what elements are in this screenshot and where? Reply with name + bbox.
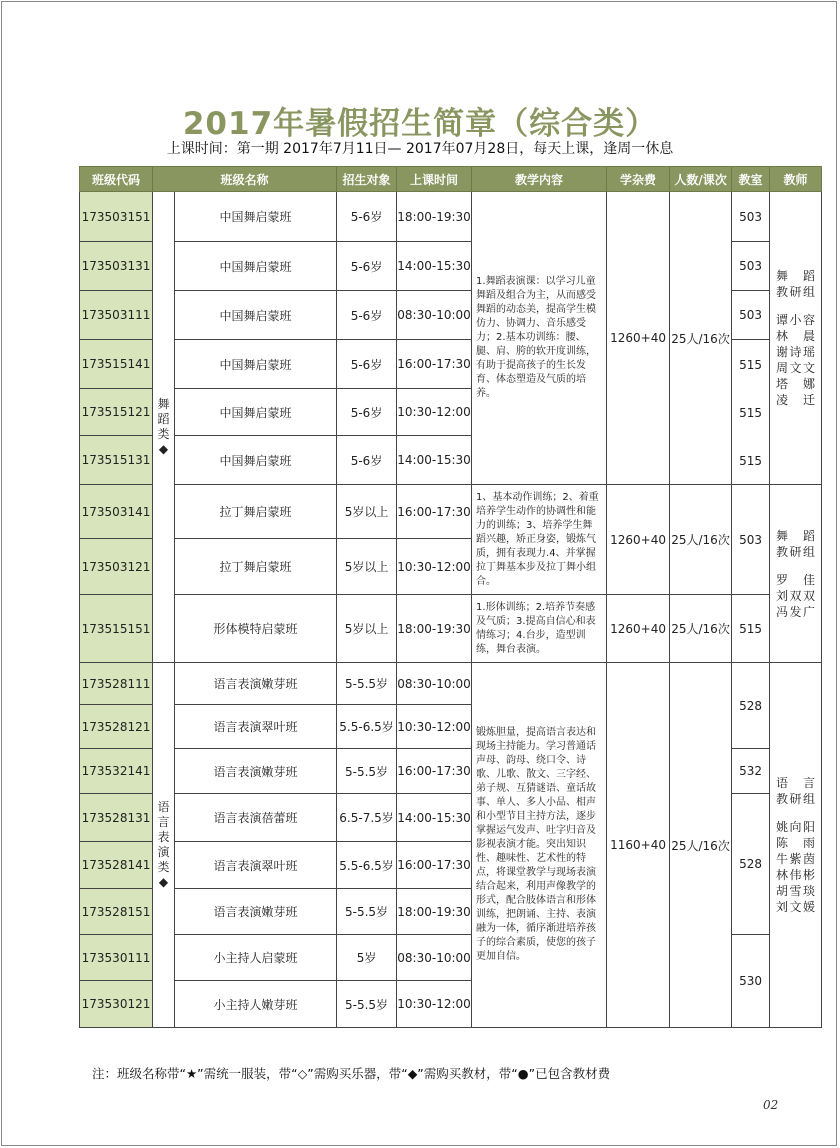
class-code: 173503111 [80, 291, 153, 340]
class-code: 173530111 [80, 935, 153, 981]
header-fee: 学杂费 [607, 167, 670, 192]
class-time: 08:30-10:00 [397, 935, 472, 981]
class-time: 10:30-12:00 [397, 705, 472, 749]
room: 515 515 515 [732, 340, 770, 485]
class-age: 5.5-6.5岁 [337, 842, 397, 889]
class-time: 10:30-12:00 [397, 389, 472, 436]
header-time: 上课时间 [397, 167, 472, 192]
class-name: 中国舞启蒙班 [175, 389, 337, 436]
class-name: 小主持人嫩芽班 [175, 981, 337, 1028]
room: 532 [732, 749, 770, 794]
class-time: 08:30-10:00 [397, 291, 472, 340]
header-content: 教学内容 [472, 167, 607, 192]
class-age: 5.5-6.5岁 [337, 705, 397, 749]
category-language: 语 言 表 演 类 ◆ [153, 663, 175, 1028]
count-chinese-dance: 25人/16次 [670, 192, 732, 485]
class-age: 5岁以上 [337, 539, 397, 595]
class-age: 5岁以上 [337, 485, 397, 539]
room: 530 [732, 935, 770, 1028]
class-code: 173530121 [80, 981, 153, 1028]
class-age: 5-6岁 [337, 242, 397, 291]
class-name: 小主持人启蒙班 [175, 935, 337, 981]
class-time: 14:00-15:30 [397, 794, 472, 842]
class-age: 5-5.5岁 [337, 889, 397, 935]
class-code: 173503131 [80, 242, 153, 291]
class-code: 173503151 [80, 192, 153, 242]
class-code: 173503121 [80, 539, 153, 595]
class-name: 形体模特启蒙班 [175, 595, 337, 663]
class-code: 173528151 [80, 889, 153, 935]
header-age: 招生对象 [337, 167, 397, 192]
class-age: 5岁 [337, 935, 397, 981]
class-name: 语言表演嫩芽班 [175, 889, 337, 935]
footnote: 注：班级名称带“★”需统一服装，带“◇”需购买乐器，带“◆”需购买教材，带“●”已包含教材费 [92, 1066, 611, 1081]
class-name: 语言表演翠叶班 [175, 705, 337, 749]
class-code: 173532141 [80, 749, 153, 794]
class-name: 拉丁舞启蒙班 [175, 539, 337, 595]
header-code: 班级代码 [80, 167, 153, 192]
content-language: 锻炼胆量，提高语言表达和现场主持能力。学习普通话声母、韵母、绕口令、诗歌、儿歌、散文、三字经、弟子规、互猜谜语、童话故事、单人、多人小品、相声和小型节目主持方法，逐步掌握运气发声、吐字归音及影视表演才能。突出知识性、趣味性、艺术性的特点，将课堂教学与现场表演结合起来，利用声像教学的形式，配合肢体语言和形体训练，把朗诵、主持、表演融为一体，循序渐进培养孩子的综合素质，使您的孩子更加自信。 [472, 663, 607, 1028]
room: 528 [732, 794, 770, 935]
class-time: 14:00-15:30 [397, 436, 472, 485]
room: 503 [732, 485, 770, 595]
class-code: 173503141 [80, 485, 153, 539]
table-header-row [80, 167, 822, 192]
class-age: 6.5-7.5岁 [337, 794, 397, 842]
table-row [80, 595, 822, 663]
class-age: 5-6岁 [337, 291, 397, 340]
class-code: 173528111 [80, 663, 153, 705]
class-code: 173515121 [80, 389, 153, 436]
class-code: 173528141 [80, 842, 153, 889]
class-code: 173528121 [80, 705, 153, 749]
count-language: 25人/16次 [670, 663, 732, 1028]
header-name: 班级名称 [153, 167, 337, 192]
class-time: 16:00-17:30 [397, 842, 472, 889]
class-name: 语言表演嫩芽班 [175, 663, 337, 705]
class-time: 08:30-10:00 [397, 663, 472, 705]
content-model: 1.形体训练；2.培养节奏感及气质；3.提高自信心和表情练习；4.台步，造型训练，舞台表演。 [472, 595, 607, 663]
room: 503 [732, 242, 770, 291]
room: 503 [732, 192, 770, 242]
class-name: 中国舞启蒙班 [175, 340, 337, 389]
room: 503 [732, 291, 770, 340]
room: 528 [732, 663, 770, 749]
class-time: 18:00-19:30 [397, 889, 472, 935]
teacher-group-dance-1: 舞 蹈 教研组 谭小容 林 晨 谢诗瑶 周文文 塔 娜 凌 迁 [770, 192, 822, 485]
teacher-group-language: 语 言 教研组 姚向阳 陈 雨 牛紫茵 林伟彬 胡雪琰 刘文媛 [770, 663, 822, 1028]
fee-model: 1260+40 [607, 595, 670, 663]
class-time: 14:00-15:30 [397, 242, 472, 291]
class-code: 173515141 [80, 340, 153, 389]
class-time: 18:00-19:30 [397, 192, 472, 242]
class-age: 5岁以上 [337, 595, 397, 663]
class-code: 173515151 [80, 595, 153, 663]
fee-language: 1160+40 [607, 663, 670, 1028]
count-model: 25人/16次 [670, 595, 732, 663]
class-code: 173515131 [80, 436, 153, 485]
schedule-table [79, 166, 822, 1028]
class-name: 中国舞启蒙班 [175, 192, 337, 242]
class-name: 拉丁舞启蒙班 [175, 485, 337, 539]
table-row [80, 485, 822, 539]
class-name: 中国舞启蒙班 [175, 242, 337, 291]
header-count: 人数/课次 [670, 167, 732, 192]
class-code: 173528131 [80, 794, 153, 842]
class-age: 5-6岁 [337, 389, 397, 436]
count-latin-dance: 25人/16次 [670, 485, 732, 595]
class-age: 5-5.5岁 [337, 663, 397, 705]
class-time: 18:00-19:30 [397, 595, 472, 663]
class-name: 语言表演嫩芽班 [175, 749, 337, 794]
table-row [80, 663, 822, 705]
page-number: 02 [763, 1098, 779, 1112]
class-time: 10:30-12:00 [397, 981, 472, 1028]
content-chinese-dance: 1.舞蹈表演课：以学习儿童舞蹈及组合为主，从而感受舞蹈的动态美，提高学生模仿力、协调力、音乐感受力；2.基本功训练：腰、腿、肩、胯的软开度训练，有助于提高孩子的生长发育、体态塑造及气质的培养。 [472, 192, 607, 485]
class-age: 5-6岁 [337, 340, 397, 389]
class-age: 5-6岁 [337, 192, 397, 242]
fee-latin-dance: 1260+40 [607, 485, 670, 595]
header-teacher: 教师 [770, 167, 822, 192]
fee-chinese-dance: 1260+40 [607, 192, 670, 485]
class-name: 语言表演蓓蕾班 [175, 794, 337, 842]
header-room: 教室 [732, 167, 770, 192]
teacher-group-dance-2: 舞 蹈 教研组 罗 佳 刘双双 冯发广 [770, 485, 822, 663]
content-latin-dance: 1、基本动作训练；2、着重培养学生动作的协调性和能力的训练；3、培养学生舞蹈兴趣，矫正身姿，锻炼气质，拥有表现力.4、并掌握拉丁舞基本步及拉丁舞小组合。 [472, 485, 607, 595]
room: 515 [732, 595, 770, 663]
class-time: 16:00-17:30 [397, 749, 472, 794]
class-age: 5-5.5岁 [337, 981, 397, 1028]
class-name: 中国舞启蒙班 [175, 436, 337, 485]
class-time: 10:30-12:00 [397, 539, 472, 595]
class-name: 语言表演翠叶班 [175, 842, 337, 889]
class-age: 5-5.5岁 [337, 749, 397, 794]
class-time: 16:00-17:30 [397, 485, 472, 539]
category-dance: 舞 蹈 类 ◆ [153, 192, 175, 663]
page-title: 2017年暑假招生简章（综合类） [182, 106, 658, 142]
class-name: 中国舞启蒙班 [175, 291, 337, 340]
table-row [80, 192, 822, 242]
page-subtitle: 上课时间：第一期 2017年7月11日— 2017年07月28日，每天上课，逢周一休息 [166, 141, 674, 157]
class-time: 16:00-17:30 [397, 340, 472, 389]
class-age: 5-6岁 [337, 436, 397, 485]
